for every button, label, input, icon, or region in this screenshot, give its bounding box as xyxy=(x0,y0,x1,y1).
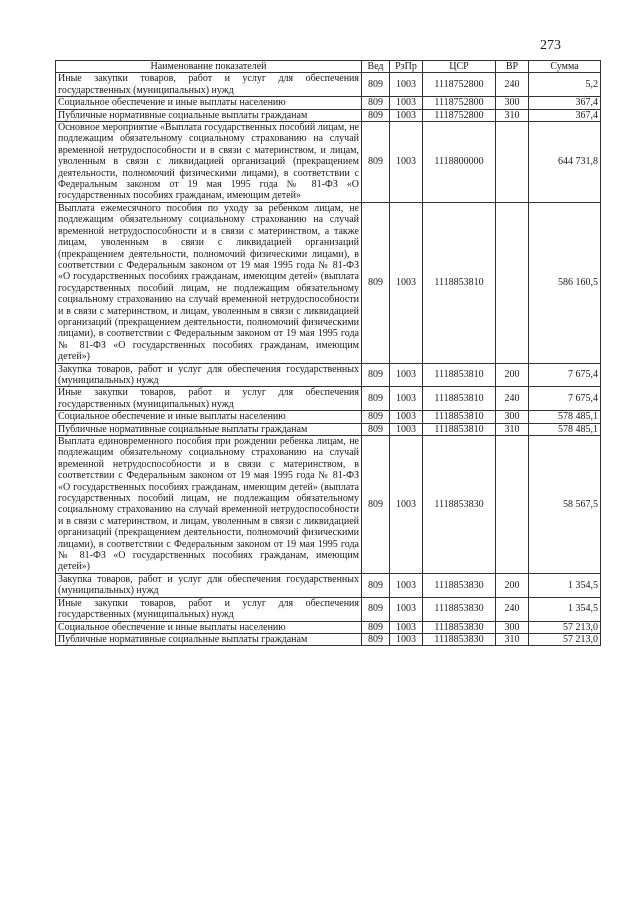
cell-sum: 7 675,4 xyxy=(529,387,601,411)
cell-csr: 1118853830 xyxy=(423,436,496,574)
cell-csr: 1118853830 xyxy=(423,633,496,645)
cell-csr: 1118853810 xyxy=(423,202,496,363)
cell-sum: 578 485,1 xyxy=(529,411,601,423)
cell-vr: 240 xyxy=(496,387,529,411)
cell-name: Социальное обеспечение и иные выплаты населению xyxy=(56,97,362,109)
cell-name: Социальное обеспечение и иные выплаты населению xyxy=(56,411,362,423)
table-row xyxy=(56,423,601,435)
budget-table xyxy=(55,60,601,646)
table-row xyxy=(56,436,601,574)
cell-ved: 809 xyxy=(362,73,390,97)
cell-rzpr: 1003 xyxy=(390,122,423,203)
cell-csr: 1118800000 xyxy=(423,122,496,203)
table-row xyxy=(56,387,601,411)
cell-vr xyxy=(496,202,529,363)
page-number: 273 xyxy=(540,38,561,53)
cell-sum: 1 354,5 xyxy=(529,573,601,597)
cell-rzpr: 1003 xyxy=(390,202,423,363)
cell-sum: 367,4 xyxy=(529,109,601,121)
cell-ved: 809 xyxy=(362,621,390,633)
cell-rzpr: 1003 xyxy=(390,633,423,645)
cell-sum: 586 160,5 xyxy=(529,202,601,363)
cell-sum: 58 567,5 xyxy=(529,436,601,574)
cell-name: Социальное обеспечение и иные выплаты населению xyxy=(56,621,362,633)
cell-vr: 300 xyxy=(496,97,529,109)
cell-sum: 1 354,5 xyxy=(529,597,601,621)
cell-rzpr: 1003 xyxy=(390,597,423,621)
header-vr: ВР xyxy=(496,61,529,73)
table-row xyxy=(56,411,601,423)
cell-rzpr: 1003 xyxy=(390,436,423,574)
cell-sum: 644 731,8 xyxy=(529,122,601,203)
cell-csr: 1118853810 xyxy=(423,423,496,435)
header-name: Наименование показателей xyxy=(56,61,362,73)
table-row xyxy=(56,633,601,645)
cell-ved: 809 xyxy=(362,573,390,597)
cell-name: Иные закупки товаров, работ и услуг для обеспечения государственных (муниципальных) нужд xyxy=(56,387,362,411)
cell-sum: 7 675,4 xyxy=(529,363,601,387)
cell-csr: 1118752800 xyxy=(423,97,496,109)
cell-vr: 240 xyxy=(496,73,529,97)
cell-ved: 809 xyxy=(362,97,390,109)
cell-rzpr: 1003 xyxy=(390,97,423,109)
cell-vr xyxy=(496,436,529,574)
cell-sum: 367,4 xyxy=(529,97,601,109)
cell-sum: 5,2 xyxy=(529,73,601,97)
cell-rzpr: 1003 xyxy=(390,573,423,597)
cell-vr: 300 xyxy=(496,411,529,423)
cell-sum: 57 213,0 xyxy=(529,633,601,645)
table-row xyxy=(56,109,601,121)
cell-ved: 809 xyxy=(362,387,390,411)
header-sum: Сумма xyxy=(529,61,601,73)
cell-name: Иные закупки товаров, работ и услуг для обеспечения государственных (муниципальных) нужд xyxy=(56,597,362,621)
cell-csr: 1118853830 xyxy=(423,621,496,633)
cell-csr: 1118752800 xyxy=(423,73,496,97)
cell-name: Выплата единовременного пособия при рождении ребенка лицам, не подлежащим обязательному социальному страхованию на случай временной нетрудоспособности и в связи с материнством, в соответствии с Федеральным законом от 19 мая 1995 года № 81-ФЗ «О государственных пособиях гражданам, имеющим детей» (выплата государственных пособий лицам, не подлежащим обязательному социальному страхованию на случай временной нетрудоспособности и в связи с материнством, и лицам, уволенным в связи с ликвидацией организаций (прекращением деятельности, полномочий физическими лицами), в соответствии с Федеральным законом от 19 мая 1995 года № 81-ФЗ «О государственных пособиях гражданам, имеющим детей») xyxy=(56,436,362,574)
cell-vr: 310 xyxy=(496,423,529,435)
cell-name: Выплата ежемесячного пособия по уходу за ребенком лицам, не подлежащим обязательному социальному страхованию на случай временной нетрудоспособности и в связи с материнством, а также лицам, уволенным в связи с ликвидацией организаций (прекращением деятельности, полномочий физическими лицами), в соответствии с Федеральным законом от 19 мая 1995 года № 81-ФЗ «О государственных пособиях гражданам, имеющим детей» (выплата государственных пособий лицам, не подлежащим обязательному социальному страхованию на случай временной нетрудоспособности и в связи с материнством, и лицам, уволенным в связи с ликвидацией организаций (прекращением деятельности, полномочий физическими лицами), в соответствии с Федеральным законом от 19 мая 1995 года № 81-ФЗ «О государственных пособиях гражданам, имеющим детей») xyxy=(56,202,362,363)
cell-rzpr: 1003 xyxy=(390,109,423,121)
cell-vr: 300 xyxy=(496,621,529,633)
cell-vr xyxy=(496,122,529,203)
table-header-row xyxy=(56,61,601,73)
cell-ved: 809 xyxy=(362,202,390,363)
cell-vr: 310 xyxy=(496,109,529,121)
table-row xyxy=(56,597,601,621)
table-row xyxy=(56,621,601,633)
header-rzpr: РзПр xyxy=(390,61,423,73)
cell-name: Иные закупки товаров, работ и услуг для обеспечения государственных (муниципальных) нужд xyxy=(56,73,362,97)
cell-ved: 809 xyxy=(362,597,390,621)
cell-csr: 1118853810 xyxy=(423,411,496,423)
cell-name: Закупка товаров, работ и услуг для обеспечения государственных (муниципальных) нужд xyxy=(56,573,362,597)
table-row xyxy=(56,97,601,109)
cell-rzpr: 1003 xyxy=(390,423,423,435)
cell-name: Основное мероприятие «Выплата государственных пособий лицам, не подлежащим обязательному социальному страхованию на случай временной нетрудоспособности и в связи с материнством, и лицам, уволенным в связи с ликвидацией организаций (прекращением деятельности, полномочий физическими лицами), в соответствии с Федеральным законом от 19 мая 1995 года № 81-ФЗ «О государственных пособиях гражданам, имеющим детей» xyxy=(56,122,362,203)
cell-ved: 809 xyxy=(362,411,390,423)
table-row xyxy=(56,73,601,97)
cell-csr: 1118853810 xyxy=(423,387,496,411)
cell-vr: 200 xyxy=(496,363,529,387)
cell-rzpr: 1003 xyxy=(390,387,423,411)
cell-ved: 809 xyxy=(362,363,390,387)
cell-name: Публичные нормативные социальные выплаты гражданам xyxy=(56,423,362,435)
cell-sum: 578 485,1 xyxy=(529,423,601,435)
cell-ved: 809 xyxy=(362,423,390,435)
header-csr: ЦСР xyxy=(423,61,496,73)
cell-ved: 809 xyxy=(362,633,390,645)
cell-vr: 240 xyxy=(496,597,529,621)
cell-rzpr: 1003 xyxy=(390,411,423,423)
cell-ved: 809 xyxy=(362,109,390,121)
cell-rzpr: 1003 xyxy=(390,73,423,97)
cell-rzpr: 1003 xyxy=(390,363,423,387)
cell-vr: 200 xyxy=(496,573,529,597)
cell-sum: 57 213,0 xyxy=(529,621,601,633)
cell-vr: 310 xyxy=(496,633,529,645)
cell-csr: 1118752800 xyxy=(423,109,496,121)
cell-ved: 809 xyxy=(362,436,390,574)
table-row xyxy=(56,573,601,597)
cell-name: Публичные нормативные социальные выплаты гражданам xyxy=(56,109,362,121)
table-row xyxy=(56,122,601,203)
cell-rzpr: 1003 xyxy=(390,621,423,633)
cell-csr: 1118853830 xyxy=(423,597,496,621)
cell-ved: 809 xyxy=(362,122,390,203)
cell-name: Закупка товаров, работ и услуг для обеспечения государственных (муниципальных) нужд xyxy=(56,363,362,387)
cell-csr: 1118853830 xyxy=(423,573,496,597)
cell-name: Публичные нормативные социальные выплаты гражданам xyxy=(56,633,362,645)
header-ved: Вед xyxy=(362,61,390,73)
table-row xyxy=(56,363,601,387)
cell-csr: 1118853810 xyxy=(423,363,496,387)
table-row xyxy=(56,202,601,363)
